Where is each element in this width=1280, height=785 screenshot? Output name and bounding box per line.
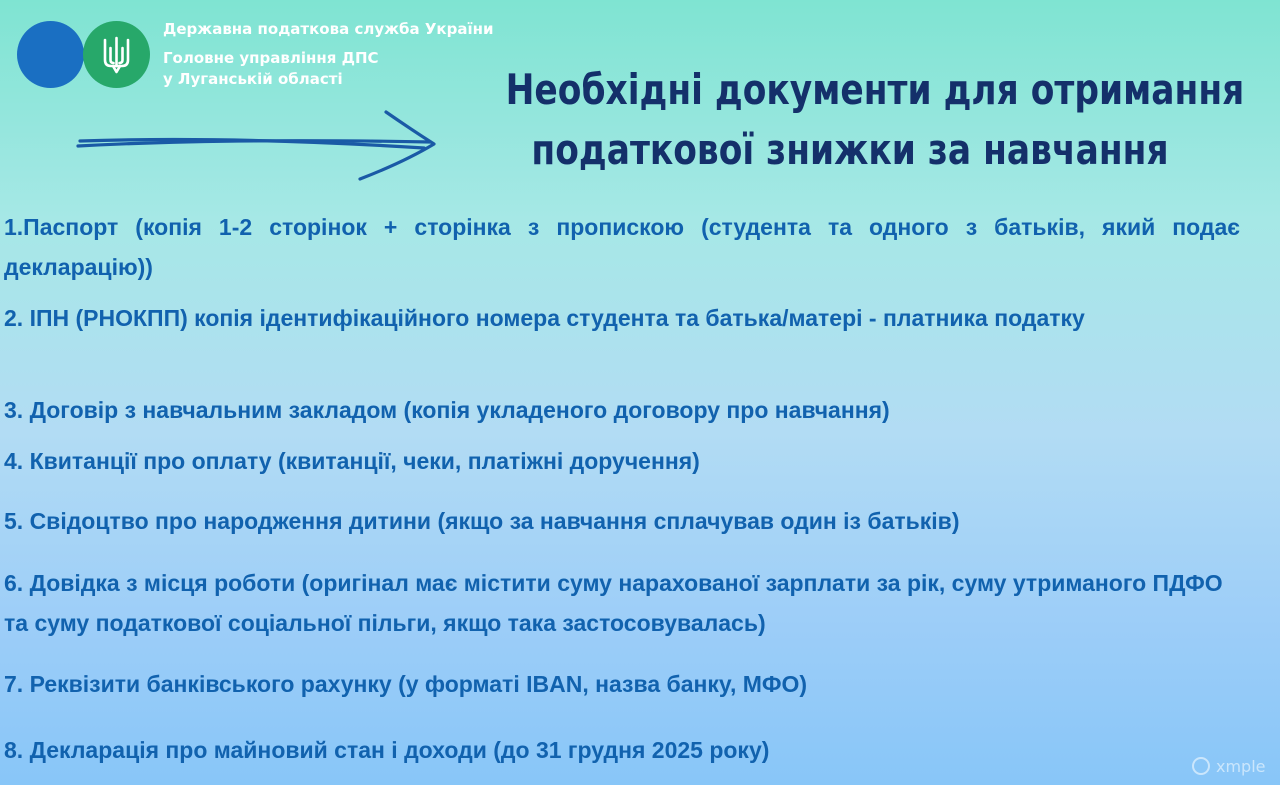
list-item-4: 4. Квитанції про оплату (квитанції, чеки, платіжні доручення) [4,448,700,474]
arrow-right-icon [74,108,444,186]
watermark-text: xmple [1216,757,1266,776]
trident-icon [102,36,131,74]
page-title [505,60,1245,180]
list-item-5: 5. Свідоцтво про народження дитини (якщо за навчання сплачував один із батьків) [4,508,960,534]
org-line-2: Головне управління ДПС [163,49,379,67]
list-item-2: 2. ІПН (РНОКПП) копія ідентифікаційного номера студента та батька/матері - платника податку [4,305,1085,331]
logo-green-circle [83,21,150,88]
watermark [1192,757,1266,776]
list-item-8: 8. Декларація про майновий стан і доходи (до 31 грудня 2025 року) [4,737,770,763]
title-line-1: Необхідні документи для отримання [505,65,1245,114]
org-line-3: у Луганській області [163,70,343,88]
list-item-1: 1.Паспорт (копія 1-2 сторінок + сторінка з пропискою (студента та одного з батьків, який подає декларацію)) [4,214,1240,280]
org-line-1: Державна податкова служба України [163,20,494,38]
watermark-circle-icon [1192,757,1210,775]
list-item-6: 6. Довідка з місця роботи (оригінал має містити суму нарахованої зарплати за рік, суму утриманого ПДФО та суму податкової соціальної пільги, якщо така застосовувалась) [4,570,1223,636]
logo-blue-circle [17,21,84,88]
list-item-3: 3. Договір з навчальним закладом (копія укладеного договору про навчання) [4,397,890,423]
title-line-2: податкової знижки за навчання [531,125,1169,174]
list-item-7: 7. Реквізити банківського рахунку (у форматі IBAN, назва банку, МФО) [4,671,808,697]
organization-name [163,19,493,90]
